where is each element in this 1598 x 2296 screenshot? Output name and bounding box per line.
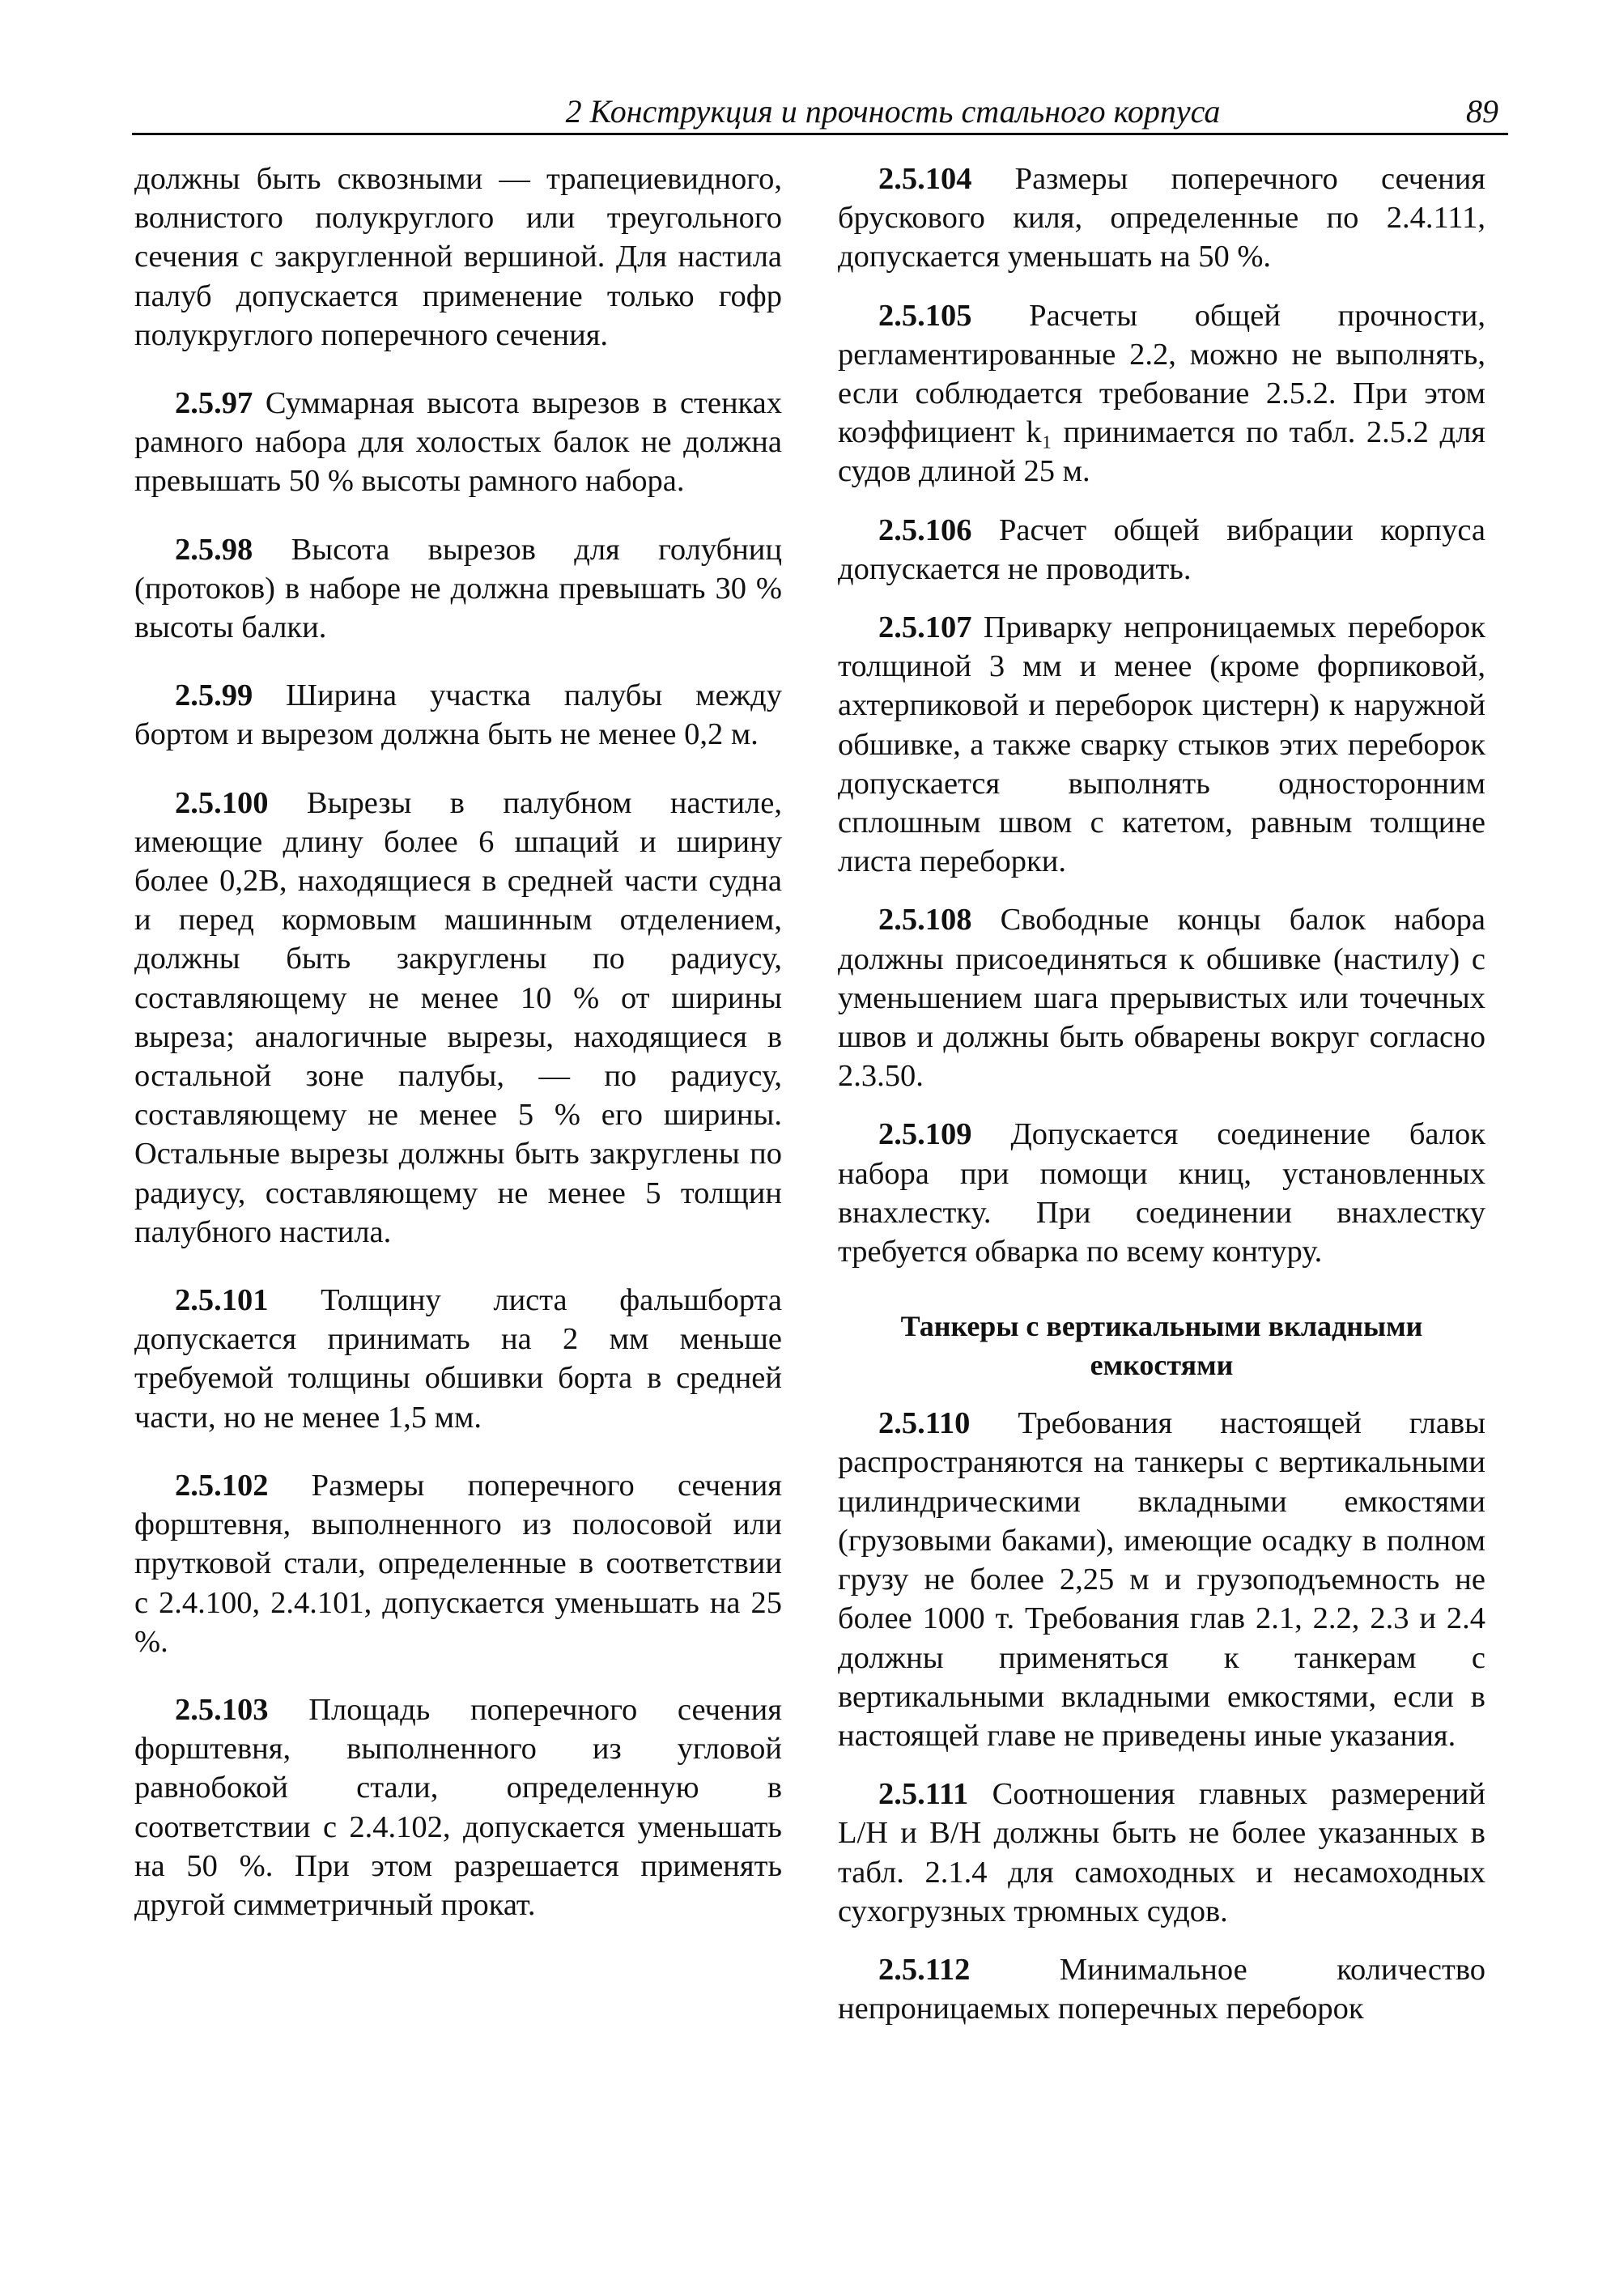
paragraph-text: Минимальное количество непроницаемых поперечных переборок [838,1952,1485,2026]
paragraph-text: Свободные концы балок набора должны присоединяться к обшивке (настилу) с уменьшением шага прерывистых или точечных швов и должны быть обварены вокруг согласно 2.3.50. [838,903,1485,1094]
running-header [132,91,1508,135]
paragraph-continuation [134,159,782,355]
paragraph-2-5-105 [838,296,1485,491]
paragraph-2-5-103 [134,1690,782,1924]
paragraph-2-5-98 [134,530,782,648]
paragraph-text: Размеры поперечного сечения брускового киля, определенные по 2.4.111, допускается уменьшать на 50 %. [838,162,1486,274]
paragraph-2-5-104 [838,159,1485,277]
paragraph-2-5-110 [838,1404,1485,1755]
clause-number: 2.5.108 [878,903,972,938]
chapter-title: 2 Конструкция и прочность стального корпуса [565,93,1221,130]
clause-number: 2.5.111 [878,1777,969,1812]
paragraph-text: должны быть сквозными — трапециевидного, волнистого полукруглого или треугольного сечения с закругленной вершиной. Для настила палуб допускается применение только гофр полукруглого поперечного сечения. [134,162,782,352]
paragraph-text: Площадь поперечного сечения форштевня, выполненного из угловой равнобокой стали, определенную в соответствии с 2.4.102, допускается уменьшать на 50 %. При этом разрешается применять другой симметричный прокат. [134,1692,782,1922]
clause-number: 2.5.99 [175,678,253,713]
paragraph-2-5-99 [134,676,782,754]
paragraph-2-5-97 [134,384,782,501]
paragraph-text: Допускается соединение балок набора при помощи книц, установленных внахлестку. При соединении внахлестку требуется обварка по всему контуру. [838,1117,1485,1269]
paragraph-text: Соотношения главных размерений L/H и B/H должны быть не более указанных в табл. 2.1.4 для самоходных и несамоходных сухогрузных трюмных судов. [838,1777,1486,1928]
paragraph-2-5-106 [838,511,1485,589]
paragraph-text: Требования настоящей главы распространяются на танкеры с вертикальными цилиндрическими вкладными емкостями (грузовыми баками), имеющие осадку в полном грузу не более 2,25 м и грузоподъемность не более 1000 т. Требования глав 2.1, 2.2, 2.3 и 2.4 должны применяться к танкерам с вертикальными вкладными емкостями, если в настоящей главе не приведены иные указания. [838,1406,1485,1753]
paragraph-2-5-101 [134,1281,782,1437]
paragraph-2-5-107 [838,608,1485,881]
clause-number: 2.5.104 [878,162,972,196]
paragraph-text: Расчет общей вибрации корпуса допускается не проводить. [838,512,1486,586]
paragraph-text: Толщину листа фальшборта допускается принимать на 2 мм меньше требуемой толщины обшивки борта в средней части, но не менее 1,5 мм. [134,1283,782,1435]
paragraph-text: Размеры поперечного сечения форштевня, выполненного из полосовой или прутковой стали, определенные в соответствии с 2.4.100, 2.4.101, допускается уменьшать на 25 %. [134,1468,783,1659]
paragraph-2-5-109 [838,1115,1485,1271]
clause-number: 2.5.109 [878,1117,972,1152]
paragraph-2-5-112 [838,1950,1485,2028]
paragraph-text: Ширина участка палубы между бортом и вырезом должна быть не менее 0,2 м. [134,678,782,752]
page-number: 89 [1466,93,1498,130]
clause-number: 2.5.105 [878,298,972,333]
clause-number: 2.5.106 [878,512,972,547]
right-column [838,159,1485,2047]
paragraph-2-5-102 [134,1466,782,1661]
clause-number: 2.5.110 [878,1406,971,1441]
paragraph-text: Высота вырезов для голубниц (протоков) в наборе не должна превышать 30 % высоты балки. [134,532,783,645]
paragraph-2-5-111 [838,1775,1485,1931]
clause-number: 2.5.101 [175,1283,269,1318]
clause-number: 2.5.107 [878,610,972,645]
paragraph-text: Расчеты общей прочности, регламентированные 2.2, можно не выполнять, если соблюдается требование 2.5.2. При этом коэффициент k₁ принимается по табл. 2.5.2 для судов длиной 25 м. [838,298,1486,489]
clause-number: 2.5.97 [175,386,253,421]
left-column [134,159,782,1954]
clause-number: 2.5.98 [175,532,253,567]
clause-number: 2.5.100 [175,785,269,820]
clause-number: 2.5.102 [175,1468,269,1503]
clause-number: 2.5.112 [878,1952,971,1987]
section-heading: Танкеры с вертикальными вкладными емкостями [900,1310,1423,1382]
paragraph-text: Приварку непроницаемых переборок толщиной 3 мм и менее (кроме форпиковой, ахтерпиковой и переборок цистерн) к наружной обшивке, а также сварку стыков этих переборок допускается выполнять односторонним сплошным швом с катетом, равным толщине листа переборки. [838,610,1485,879]
clause-number: 2.5.103 [175,1692,269,1727]
paragraph-text: Суммарная высота вырезов в стенках рамного набора для холостых балок не должна превышать 50 % высоты рамного набора. [134,386,783,499]
paragraph-2-5-108 [838,900,1485,1095]
paragraph-text: Вырезы в палубном настиле, имеющие длину более 6 шпаций и ширину более 0,2B, находящиеся в средней части судна и перед кормовым машинным отделением, должны быть закруглены по радиусу, составляющему не менее 10 % от ширины выреза; аналогичные вырезы, находящиеся в остальной зоне палубы, — по радиусу, составляющему не менее 5 % его ширины. Остальные вырезы должны быть закруглены по радиусу, составляющему не менее 5 толщин палубного настила. [134,785,782,1249]
paragraph-2-5-100 [134,784,782,1252]
